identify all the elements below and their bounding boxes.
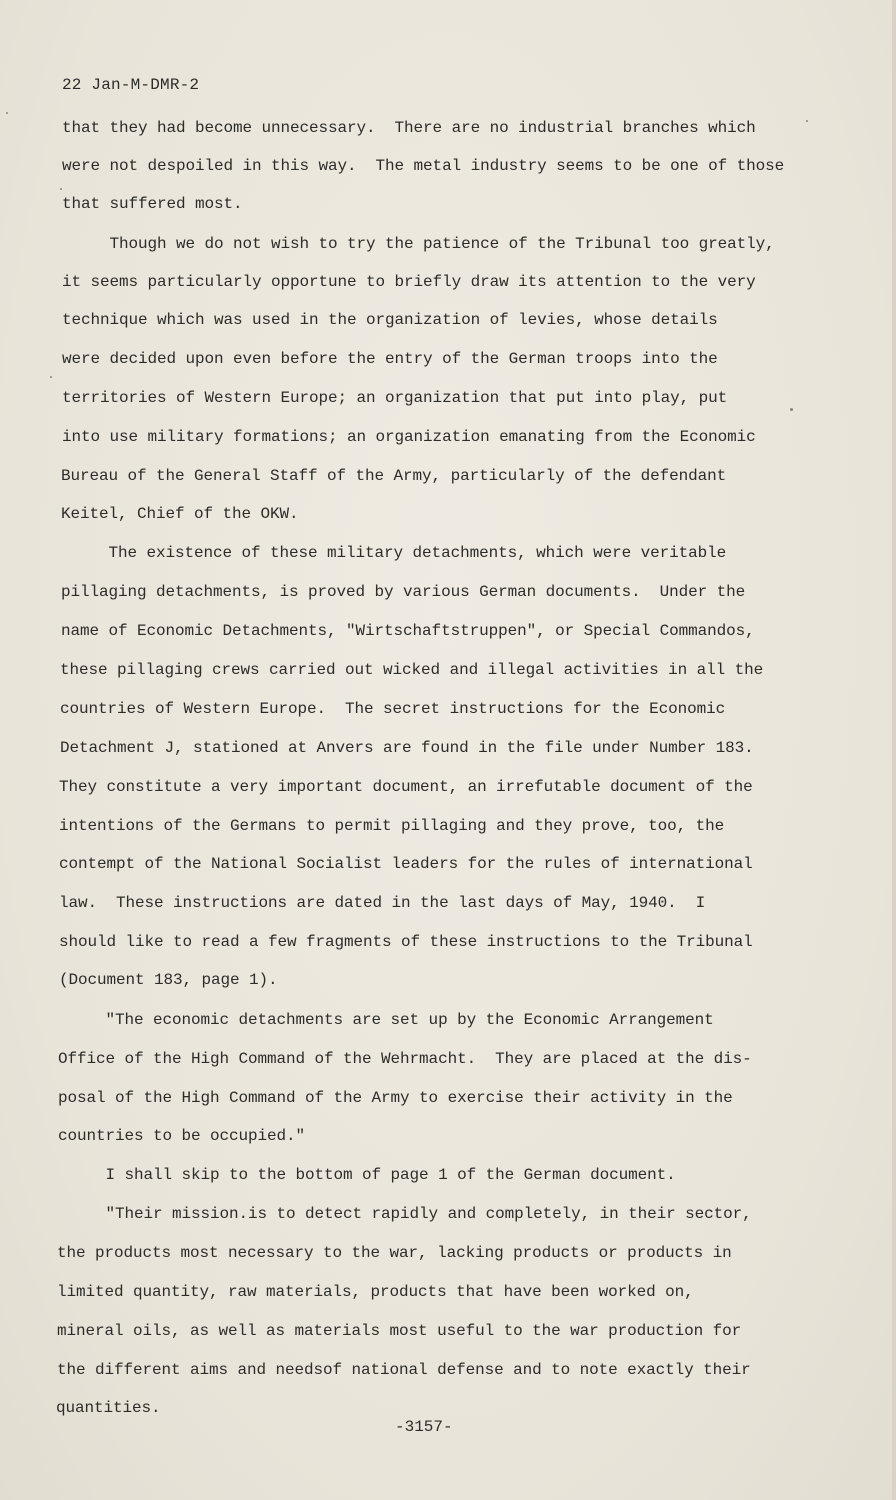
text-line: that they had become unnecessary. There are no industrial branches which (62, 119, 756, 137)
text-line: into use military formations; an organization emanating from the Economic (62, 428, 756, 446)
paper-speck (806, 120, 808, 122)
text-line: name of Economic Detachments, "Wirtschaftstruppen", or Special Commandos, (61, 622, 755, 640)
text-line: the different aims and needsof national defense and to note exactly their (57, 1361, 751, 1379)
text-line: the products most necessary to the war, lacking products or products in (57, 1244, 732, 1262)
text-line: Keitel, Chief of the OKW. (61, 505, 299, 523)
paper-speck (790, 408, 793, 411)
text-line: I shall skip to the bottom of page 1 of the German document. (58, 1166, 676, 1184)
text-line: "The economic detachments are set up by the Economic Arrangement (58, 1011, 714, 1029)
text-line: were not despoiled in this way. The metal industry seems to be one of those (62, 157, 785, 175)
paper-speck (50, 376, 52, 378)
text-line: these pillaging crews carried out wicked and illegal activities in all the (60, 661, 764, 679)
text-line: it seems particularly opportune to briefly draw its attention to the very (62, 273, 756, 291)
text-line: limited quantity, raw materials, products that have been worked on, (57, 1283, 694, 1301)
text-line: "Their mission.is to detect rapidly and completely, in their sector, (58, 1205, 752, 1223)
text-line: law. These instructions are dated in the last days of May, 1940. I (59, 894, 706, 912)
text-line: They constitute a very important document, an irrefutable document of the (59, 778, 753, 796)
text-line: Though we do not wish to try the patience of the Tribunal too greatly, (62, 235, 775, 253)
text-line: contempt of the National Socialist leaders for the rules of international (59, 855, 753, 873)
text-line: countries to be occupied." (58, 1127, 306, 1145)
text-line: countries of Western Europe. The secret instructions for the Economic (60, 700, 726, 718)
text-line: Office of the High Command of the Wehrmacht. They are placed at the dis- (58, 1050, 752, 1068)
page-edge (892, 0, 896, 1500)
text-line: The existence of these military detachments, which were veritable (61, 544, 727, 562)
text-line: Detachment J, stationed at Anvers are found in the file under Number 183. (60, 739, 754, 757)
text-line: pillaging detachments, is proved by various German documents. Under the (61, 583, 746, 601)
paper-speck (6, 112, 8, 114)
text-line: mineral oils, as well as materials most useful to the war production for (57, 1322, 742, 1340)
document-header: 22 Jan-M-DMR-2 (62, 76, 200, 94)
text-line: were decided upon even before the entry of the German troops into the (62, 350, 718, 368)
text-line: that suffered most. (62, 195, 243, 213)
text-line: Bureau of the General Staff of the Army, particularly of the defendant (61, 467, 727, 485)
text-line: should like to read a few fragments of these instructions to the Tribunal (59, 933, 753, 951)
text-line: intentions of the Germans to permit pillaging and they prove, too, the (59, 817, 725, 835)
text-line: quantities. (56, 1399, 161, 1417)
text-line: technique which was used in the organization of levies, whose details (62, 311, 718, 329)
paper-speck (60, 188, 62, 190)
text-line: (Document 183, page 1). (59, 971, 278, 989)
text-line: territories of Western Europe; an organization that put into play, put (62, 389, 728, 407)
text-line: posal of the High Command of the Army to exercise their activity in the (58, 1089, 733, 1107)
page-number: -3157- (395, 1418, 453, 1436)
